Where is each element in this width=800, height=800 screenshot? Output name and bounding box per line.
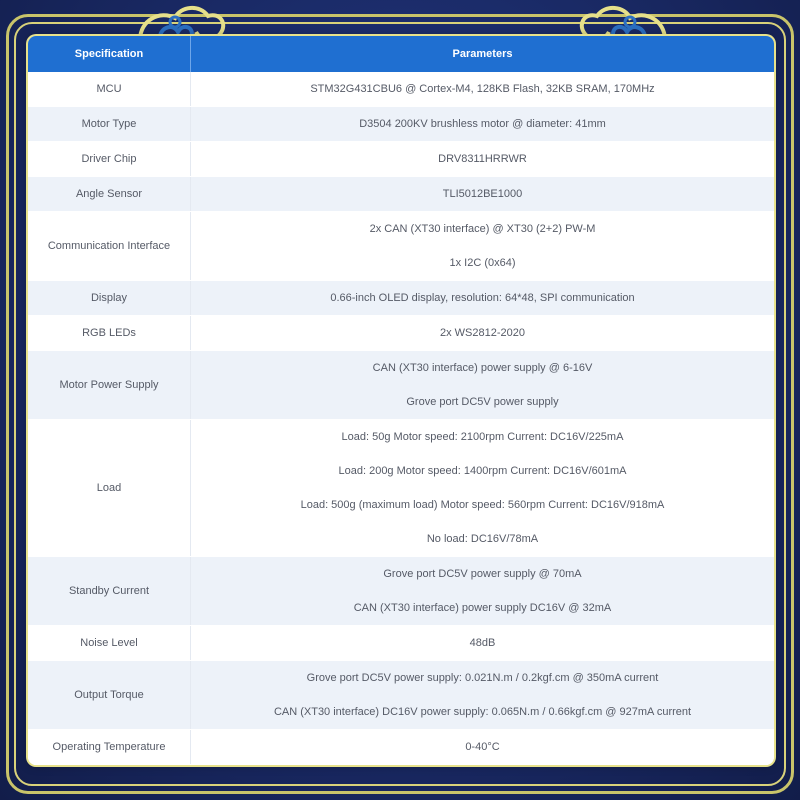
parameters-cell (191, 142, 775, 177)
spec-cell: Motor Type (28, 107, 191, 142)
table-row (28, 177, 774, 212)
parameter-line: STM32G431CBU6 @ Cortex-M4, 128KB Flash, 32KB SRAM, 170MHz (310, 83, 655, 95)
parameter-line: 0.66-inch OLED display, resolution: 64*48, SPI communication (330, 292, 635, 304)
parameter-line: Load: 200g Motor speed: 1400rpm Current: DC16V/601mA (338, 465, 627, 477)
parameter-line: 1x I2C (0x64) (449, 257, 516, 269)
parameters-cell (191, 177, 775, 212)
spec-cell: Noise Level (28, 626, 191, 661)
parameter-line: 2x CAN (XT30 interface) @ XT30 (2+2) PW-M (369, 223, 596, 235)
table-row (28, 351, 774, 420)
spec-cell: Operating Temperature (28, 730, 191, 765)
parameter-line: Load: 500g (maximum load) Motor speed: 560rpm Current: DC16V/918mA (300, 499, 665, 511)
spec-cell: Angle Sensor (28, 177, 191, 212)
parameters-cell (191, 661, 775, 730)
table-row (28, 557, 774, 626)
spec-cell: RGB LEDs (28, 316, 191, 351)
parameters-cell (191, 730, 775, 765)
table-row (28, 212, 774, 281)
spec-cell: Display (28, 281, 191, 316)
spec-cell: Output Torque (28, 661, 191, 730)
parameter-line: DRV8311HRRWR (438, 153, 527, 165)
parameter-line: Load: 50g Motor speed: 2100rpm Current: DC16V/225mA (341, 431, 624, 443)
parameter-line: CAN (XT30 interface) DC16V power supply: 0.065N.m / 0.66kgf.cm @ 927mA current (273, 706, 692, 718)
table-row (28, 142, 774, 177)
parameter-line: TLI5012BE1000 (442, 188, 523, 200)
parameters-cell (191, 557, 775, 626)
parameter-line: Grove port DC5V power supply (406, 396, 559, 408)
parameters-cell (191, 420, 775, 557)
spec-cell: MCU (28, 72, 191, 107)
table-row (28, 72, 774, 107)
parameter-line: Grove port DC5V power supply: 0.021N.m / 0.2kgf.cm @ 350mA current (306, 672, 659, 684)
table-row (28, 281, 774, 316)
table-row (28, 661, 774, 730)
parameter-line: Grove port DC5V power supply @ 70mA (383, 568, 582, 580)
parameters-cell (191, 107, 775, 142)
parameters-cell (191, 316, 775, 351)
table-header-row (28, 36, 774, 72)
spec-cell: Standby Current (28, 557, 191, 626)
parameter-line: No load: DC16V/78mA (426, 533, 539, 545)
spec-table-panel (28, 36, 774, 765)
spec-cell: Communication Interface (28, 212, 191, 281)
table-row (28, 107, 774, 142)
spec-cell: Load (28, 420, 191, 557)
spec-table (28, 36, 774, 765)
table-body (28, 72, 774, 765)
parameters-cell (191, 212, 775, 281)
header-parameters: Parameters (191, 36, 775, 72)
table-row (28, 730, 774, 765)
parameter-line: CAN (XT30 interface) power supply @ 6-16V (372, 362, 593, 374)
parameter-line: 48dB (469, 637, 496, 649)
parameters-cell (191, 626, 775, 661)
table-row (28, 316, 774, 351)
spec-cell: Motor Power Supply (28, 351, 191, 420)
parameters-cell (191, 351, 775, 420)
parameter-line: 0-40°C (465, 741, 500, 753)
parameters-cell (191, 72, 775, 107)
table-row (28, 626, 774, 661)
spec-cell: Driver Chip (28, 142, 191, 177)
parameters-cell (191, 281, 775, 316)
parameter-line: CAN (XT30 interface) power supply DC16V @ 32mA (353, 602, 612, 614)
parameter-line: 2x WS2812-2020 (440, 327, 525, 339)
table-row (28, 420, 774, 557)
parameter-line: D3504 200KV brushless motor @ diameter: 41mm (359, 118, 606, 130)
header-specification: Specification (28, 36, 191, 72)
